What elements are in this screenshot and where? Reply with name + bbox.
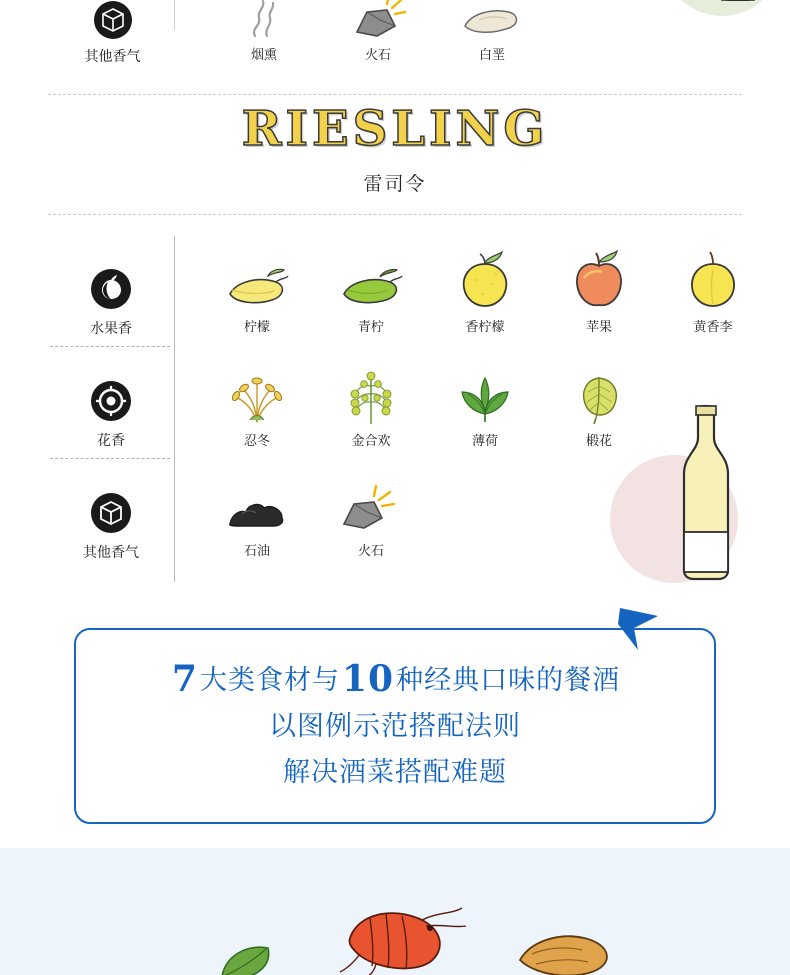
fish-fillet-icon <box>512 924 622 975</box>
category-other-aroma <box>48 480 174 562</box>
callout-line-3: 解决酒菜搭配难题 <box>283 757 507 787</box>
aroma-item-label: 石油 <box>243 543 270 558</box>
top-item-label: 白垩 <box>478 47 505 62</box>
category-label: 其他香气 <box>83 544 139 560</box>
bottom-food-row <box>0 880 790 975</box>
aroma-item-label: 火石 <box>357 543 384 558</box>
top-item-flint <box>322 0 434 63</box>
category-divider-2 <box>50 458 170 459</box>
floral-aroma-icon <box>48 368 174 424</box>
mint-icon <box>428 368 542 426</box>
acacia-icon <box>314 362 428 426</box>
top-item-label: 火石 <box>364 47 391 62</box>
aroma-item-label: 金合欢 <box>351 433 391 448</box>
aroma-item-lemon <box>200 256 314 335</box>
top-item-smoke <box>208 0 320 63</box>
other-aroma-icon <box>48 480 174 536</box>
aroma-item-linden-blossom <box>542 362 656 449</box>
aroma-item-label: 黄香李 <box>693 319 733 334</box>
matrix-vertical-divider <box>174 236 175 582</box>
decorative-blob-green <box>662 0 782 16</box>
aroma-item-mint <box>428 368 542 449</box>
top-category-label: 其他香气 <box>84 48 141 64</box>
mirabelle-plum-icon <box>656 250 770 312</box>
top-category-other-aroma <box>50 0 175 66</box>
top-item-label: 烟熏 <box>250 47 277 62</box>
aroma-item-acacia <box>314 362 428 449</box>
shrimp-icon <box>330 898 470 975</box>
category-label: 花香 <box>97 432 125 448</box>
aroma-item-label: 苹果 <box>585 319 612 334</box>
callout-suffix-text: 种经典口味的餐酒 <box>396 665 621 695</box>
page-subtitle: 雷司令 <box>363 174 427 195</box>
aroma-item-label: 香柠檬 <box>465 319 505 334</box>
aroma-item-label: 青柠 <box>357 319 384 334</box>
fruit-aroma-icon <box>48 256 174 312</box>
aroma-item-label: 忍冬 <box>243 433 270 448</box>
honeysuckle-icon <box>200 362 314 426</box>
aroma-item-mirabelle-plum <box>656 250 770 335</box>
aroma-item-apple <box>542 250 656 335</box>
top-vertical-divider <box>174 0 175 30</box>
flint-icon <box>314 480 428 536</box>
lemon-icon <box>200 256 314 312</box>
category-fruit-aroma <box>48 256 174 338</box>
chalk-icon <box>436 0 548 42</box>
top-aroma-section <box>0 0 790 90</box>
separator-below-title <box>48 214 742 215</box>
aroma-item-bergamot <box>428 250 542 335</box>
top-aroma-row <box>50 0 740 64</box>
callout-number-1: 7 <box>171 658 198 700</box>
aroma-item-lime <box>314 256 428 335</box>
callout-line-2: 以图例示范搭配法则 <box>269 711 521 741</box>
linden-blossom-icon <box>542 362 656 426</box>
page-title: RIESLING <box>241 101 549 157</box>
lime-icon <box>314 256 428 312</box>
aroma-item-label: 柠檬 <box>243 319 270 334</box>
callout-line-1 <box>76 656 714 703</box>
bergamot-icon <box>428 250 542 312</box>
wine-bottle-icon-top <box>708 0 768 2</box>
wine-title-block <box>0 101 790 196</box>
wine-bottle-icon <box>668 404 744 584</box>
flint-icon <box>322 0 434 42</box>
cube-icon <box>50 0 175 42</box>
aroma-item-flint <box>314 480 428 559</box>
category-label: 水果香 <box>90 320 132 336</box>
aroma-item-label: 薄荷 <box>471 433 498 448</box>
smoke-icon <box>208 0 320 42</box>
separator-top <box>48 94 742 95</box>
top-item-chalk <box>436 0 548 63</box>
pin-icon <box>612 604 668 660</box>
category-divider-1 <box>50 346 170 347</box>
apple-icon <box>542 250 656 312</box>
callout-number-2: 10 <box>341 658 395 700</box>
aroma-item-label: 椴花 <box>585 433 612 448</box>
petrol-icon <box>200 480 314 536</box>
callout-mid-text: 大类食材与 <box>199 665 340 695</box>
leaf-icon <box>216 940 286 975</box>
category-floral-aroma <box>48 368 174 450</box>
aroma-item-petrol <box>200 480 314 559</box>
aroma-item-honeysuckle <box>200 362 314 449</box>
